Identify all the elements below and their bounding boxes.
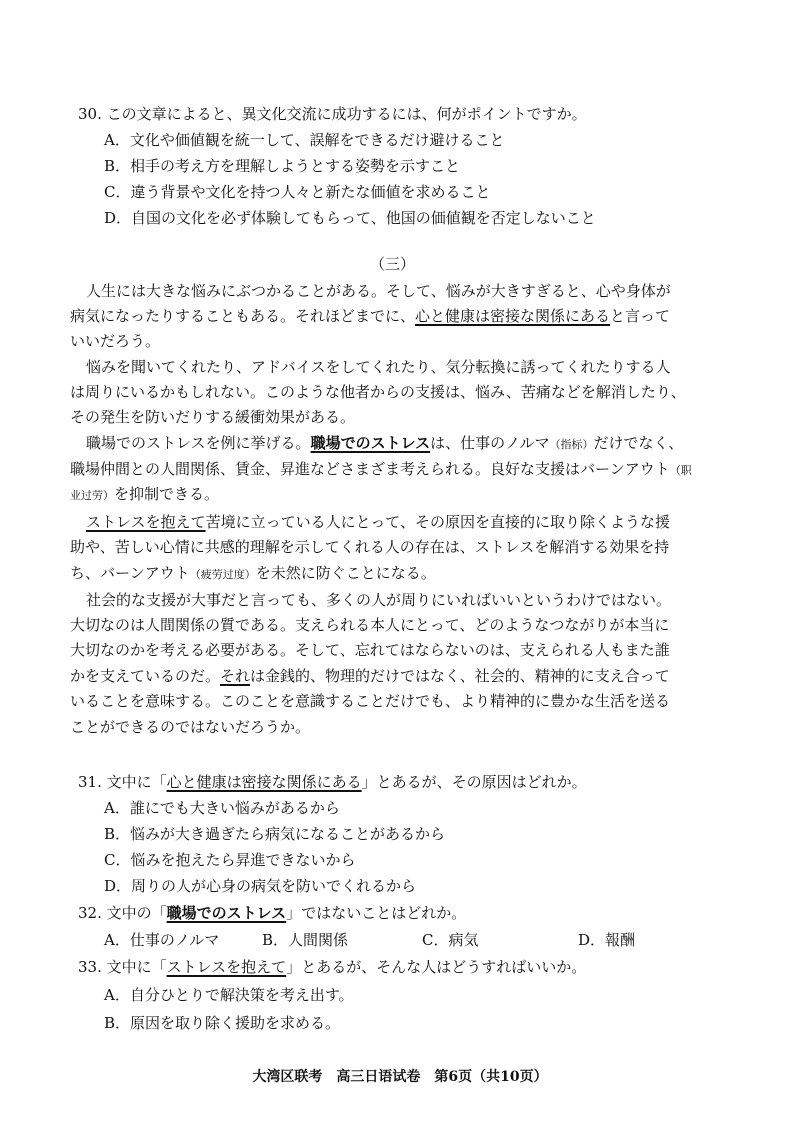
question-30-option-c: C．違う背景や文化を持つ人々と新たな価値を求めること [104, 183, 491, 201]
page-footer: 大湾区联考 高三日语试卷 第6页（共10页） [252, 1069, 548, 1085]
passage-line: 大切なのは人間関係の質である。支えられる本人にとって、どのようなつながりが本当に [70, 616, 670, 634]
passage-line: ち、バーンアウト（疲劳过度）を未然に防ぐことになる。 [70, 564, 436, 582]
underlined-phrase-workplace-stress: 職場でのストレス [310, 434, 431, 452]
question-31-option-a: A．誰にでも大きい悩みがあるから [104, 799, 340, 817]
passage-line: 业过劳）を抑制できる。 [70, 485, 220, 503]
question-32-option-b: B．人間関係 [262, 931, 349, 949]
question-30-option-d: D．自国の文化を必ず体験してもらって、他国の価値観を否定しないこと [104, 209, 596, 227]
question-30-option-a: A．文化や価値観を統一して、誤解をできるだけ避けること [104, 131, 505, 149]
question-30-option-b: B．相手の考え方を理解しようとする姿勢を示すこと [104, 157, 461, 175]
passage-line: 職場でのストレスを例に挙げる。職場でのストレスは、仕事のノルマ（指标）だけでなく、 [86, 434, 684, 452]
passage-line: いいだろう。 [70, 332, 161, 350]
passage-line: 職場仲間との人間関係、賃金、昇進などさまざま考えられる。良好な支援はバーンアウト（职 [70, 460, 692, 478]
question-33-stem: 33. 文中に「ストレスを抱えて」とあるが、そんな人はどうすればいいか。 [78, 958, 587, 976]
passage-line: ストレスを抱えて苦境に立っている人にとって、その原因を直接的に取り除くような援 [86, 513, 670, 531]
passage-line: ことができるのではないだろうか。 [70, 718, 311, 736]
passage-line: 助や、苦しい心情に共感的理解を示してくれる人の存在は、ストレスを解消する効果を持 [70, 538, 670, 556]
question-32-stem: 32. 文中の「職場でのストレス」ではないことはどれか。 [78, 904, 467, 922]
question-31-option-c: C．悩みを抱えたら昇進できないから [104, 851, 356, 869]
passage-line: 病気になったりすることもある。それほどまでに、心と健康は密接な関係にあると言って [70, 307, 671, 325]
question-33-option-a: A．自分ひとりで解決策を考え出す。 [104, 986, 354, 1004]
question-33-option-b: B．原因を取り除く援助を求める。 [104, 1014, 341, 1032]
passage-title: （三） [370, 255, 416, 273]
underlined-word-sore: それ [220, 667, 251, 685]
question-31-stem: 31. 文中に「心と健康は密接な関係にある」とあるが、その原因はどれか。 [78, 773, 587, 791]
passage-line: かを支えているのだ。それは金銭的、物理的だけではなく、社会的、精神的に支え合って [70, 667, 670, 685]
passage-line: 人生には大きな悩みにぶつかることがある。そして、悩みが大きすぎると、心や身体が [86, 282, 671, 300]
question-32-option-c: C．病気 [422, 931, 479, 949]
underlined-phrase-holding-stress: ストレスを抱えて [86, 513, 206, 531]
question-31-option-b: B．悩みが大き過ぎたら病気になることがあるから [104, 825, 446, 843]
passage-line: 大切なのかを考える必要がある。そして、忘れてはならないのは、支えられる人もまた誰 [70, 641, 670, 659]
passage-line: 社会的な支援が大事だと言っても、多くの人が周りにいればいいというわけではない。 [86, 591, 672, 609]
passage-line: は周りにいるかもしれない。このような他者からの支援は、悩み、苦痛などを解消したり、 [70, 383, 686, 401]
question-32-option-a: A．仕事のノルマ [104, 931, 220, 949]
passage-line: その発生を防いだりする緩衝効果がある。 [70, 408, 356, 426]
question-31-option-d: D．周りの人が心身の病気を防いでくれるから [104, 877, 417, 895]
underlined-phrase-health: 心と健康は密接な関係にある [415, 307, 611, 325]
passage-line: 悩みを聞いてくれたり、アドバイスをしてくれたり、気分転換に誘ってくれたりする人 [86, 358, 671, 376]
passage-line: いることを意味する。このことを意識することだけでも、より精神的に豊かな生活を送る [70, 692, 671, 710]
question-32-option-d: D．報酬 [578, 931, 636, 949]
question-30-stem: 30. この文章によると、異文化交流に成功するには、何がポイントですか。 [78, 105, 587, 123]
